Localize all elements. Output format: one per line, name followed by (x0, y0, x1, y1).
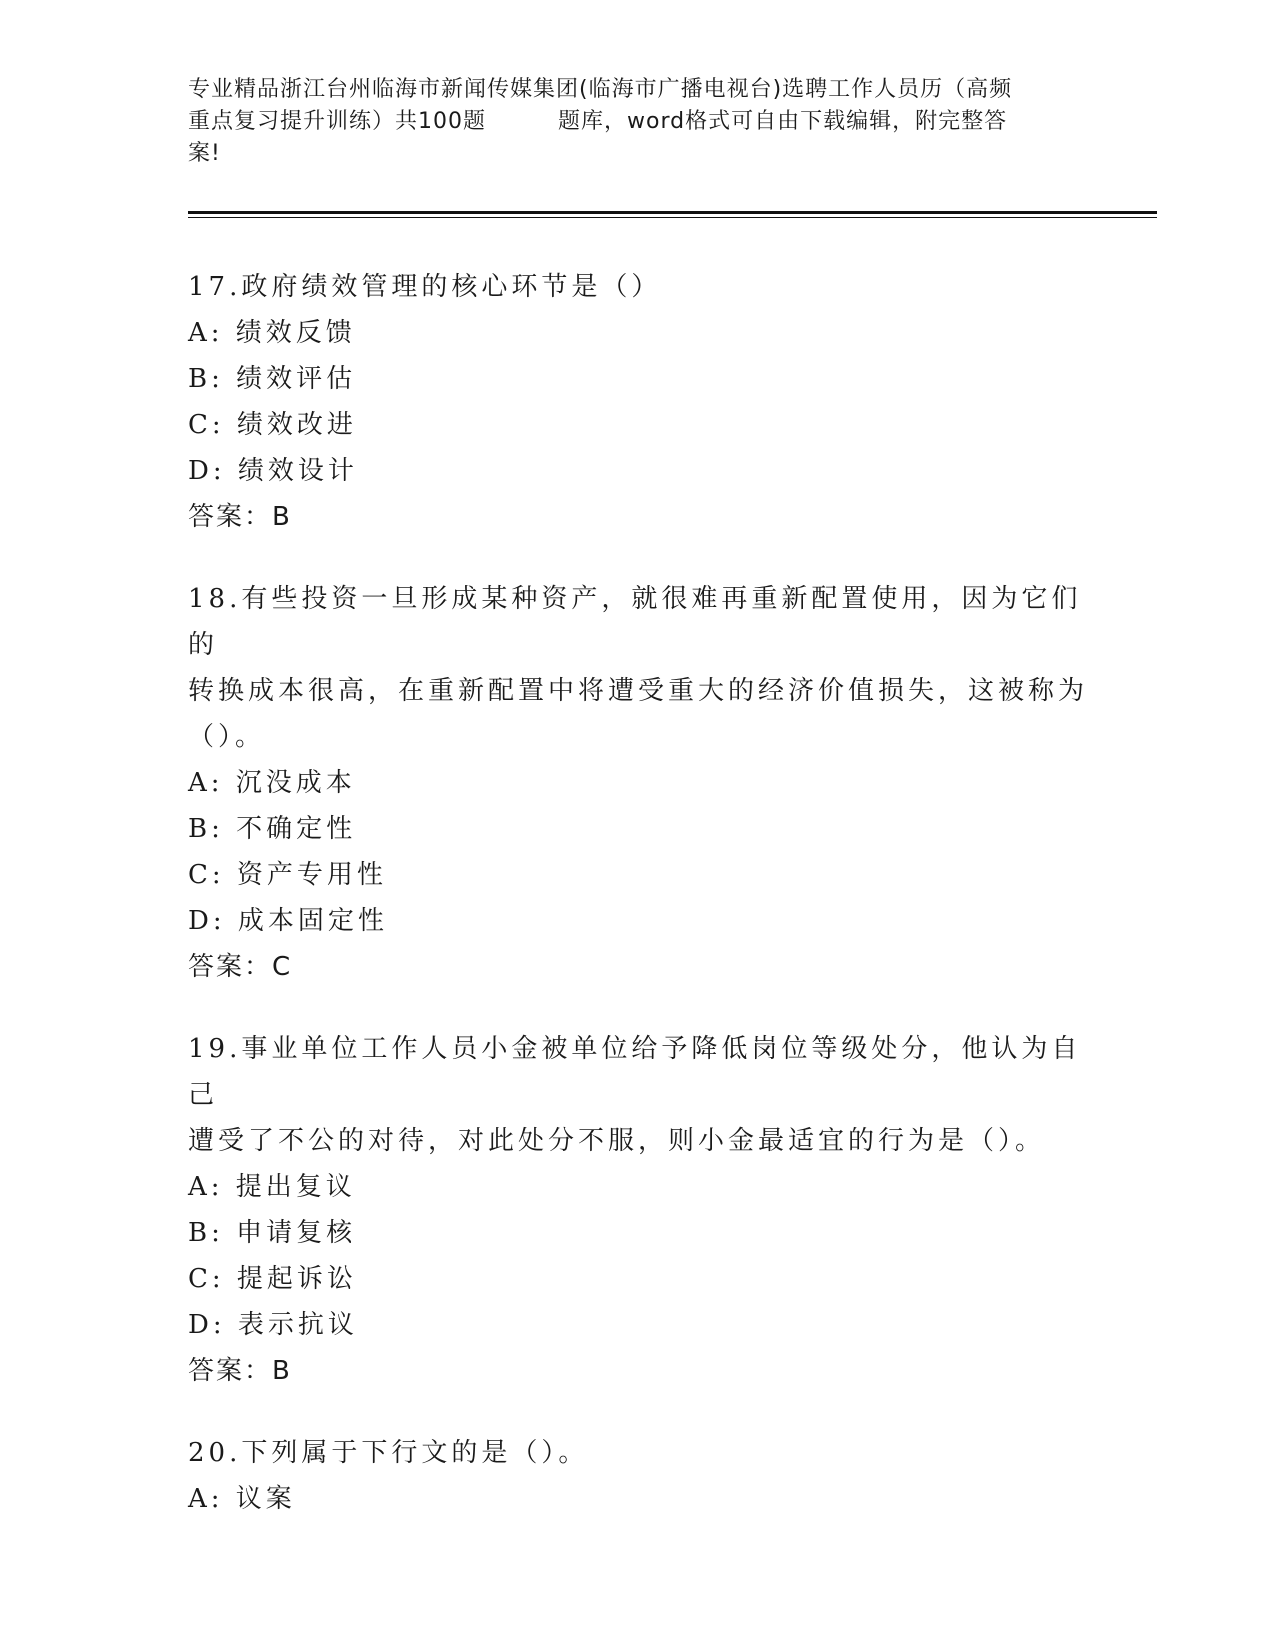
header-divider-thin (188, 217, 1157, 218)
option-d: D: 成本固定性 (188, 906, 388, 936)
header-line-2b: 题库，word格式可自由下载编辑，附完整答 (558, 109, 1008, 134)
answer: 答案：B (188, 1356, 292, 1386)
option-d: D: 表示抗议 (188, 1310, 358, 1340)
answer: 答案：C (188, 952, 293, 982)
question-17 (188, 264, 1088, 540)
question-19 (188, 1026, 1088, 1394)
option-c: C: 绩效改进 (188, 410, 357, 440)
option-d: D: 绩效设计 (188, 456, 358, 486)
answer: 答案：B (188, 502, 292, 532)
document-header (188, 74, 1088, 170)
question-text: 遭受了不公的对待，对此处分不服，则小金最适宜的行为是（）。 (188, 1126, 1046, 1156)
header-line-2 (188, 106, 1088, 138)
option-a: A: 议案 (188, 1484, 296, 1514)
header-line-2a: 重点复习提升训练）共100题 (188, 109, 486, 134)
header-line-3: 案! (188, 141, 221, 166)
question-text: 转换成本很高，在重新配置中将遭受重大的经济价值损失，这被称为 (188, 676, 1089, 706)
option-a: A: 沉没成本 (188, 768, 356, 798)
question-text: 19.事业单位工作人员小金被单位给予降低岗位等级处分，他认为自己 (188, 1034, 1082, 1110)
question-20 (188, 1430, 1088, 1522)
option-b: B: 申请复核 (188, 1218, 357, 1248)
option-a: A: 提出复议 (188, 1172, 356, 1202)
header-line-1: 专业精品浙江台州临海市新闻传媒集团(临海市广播电视台)选聘工作人员历（高频 (188, 77, 1013, 102)
header-divider-thick (188, 211, 1157, 214)
question-text: （）。 (188, 722, 266, 752)
option-a: A: 绩效反馈 (188, 318, 356, 348)
option-c: C: 提起诉讼 (188, 1264, 357, 1294)
option-c: C: 资产专用性 (188, 860, 387, 890)
question-text: 20.下列属于下行文的是（）。 (188, 1438, 589, 1468)
question-18 (188, 576, 1088, 990)
option-b: B: 绩效评估 (188, 364, 357, 394)
question-text: 17.政府绩效管理的核心环节是（） (188, 272, 662, 302)
question-list (188, 264, 1088, 1558)
question-text: 18.有些投资一旦形成某种资产，就很难再重新配置使用，因为它们的 (188, 584, 1082, 660)
option-b: B: 不确定性 (188, 814, 357, 844)
